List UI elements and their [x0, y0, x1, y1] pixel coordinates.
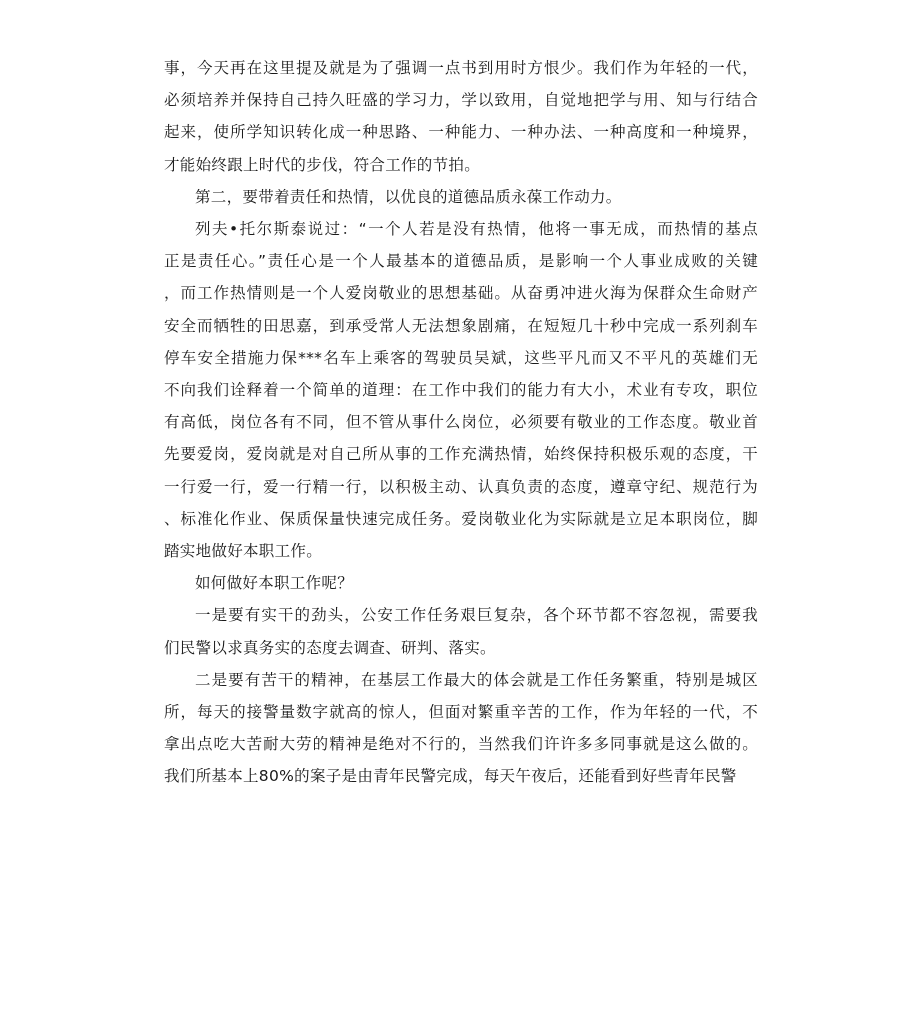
text-line: 安全而牺牲的田思嘉，到承受常人无法想象剧痛，在短短几十秒中完成一系列刹车 — [164, 316, 758, 335]
paragraph — [164, 52, 758, 181]
text-line: 我们所基本上80%的案子是由青年民警完成，每天午夜后，还能看到好些青年民警 — [164, 767, 737, 786]
text-line: 一是要有实干的劲头，公安工作任务艰巨复杂，各个环节都不容忽视，需要我 — [195, 606, 758, 625]
text-line: 起来，使所学知识转化成一种思路、一种能力、一种办法、一种高度和一种境界， — [164, 123, 758, 142]
text-line: 有高低，岗位各有不同，但不管从事什么岗位，必须要有敬业的工作态度。敬业首 — [164, 413, 758, 432]
text-line: 二是要有苦干的精神，在基层工作最大的体会就是工作任务繁重，特别是城区 — [195, 670, 758, 689]
text-line: 必须培养并保持自己持久旺盛的学习力，学以致用，自觉地把学与用、知与行结合 — [164, 91, 758, 110]
document-body — [164, 52, 758, 793]
paragraph — [164, 567, 758, 599]
text-line: 如何做好本职工作呢？ — [195, 574, 354, 593]
paragraph — [164, 664, 758, 793]
text-line: 拿出点吃大苦耐大劳的精神是绝对不行的，当然我们许许多多同事就是这么做的。 — [164, 735, 758, 754]
text-line: 第二，要带着责任和热情，以优良的道德品质永葆工作动力。 — [195, 187, 622, 206]
paragraph — [164, 599, 758, 663]
text-line: 踏实地做好本职工作。 — [164, 542, 323, 561]
text-line: 列夫•托尔斯泰说过：“一个人若是没有热情，他将一事无成，而热情的基点 — [195, 220, 758, 239]
text-line: 们民警以求真务实的态度去调查、研判、落实。 — [164, 638, 496, 657]
text-line: ，而工作热情则是一个人爱岗敬业的思想基础。从奋勇冲进火海为保群众生命财产 — [164, 284, 758, 303]
text-line: 一行爱一行，爱一行精一行，以积极主动、认真负责的态度，遵章守纪、规范行为 — [164, 477, 758, 496]
text-line: 事，今天再在这里提及就是为了强调一点书到用时方恨少。我们作为年轻的一代， — [164, 59, 758, 77]
paragraph — [164, 181, 758, 213]
text-line: 才能始终跟上时代的步伐，符合工作的节拍。 — [164, 155, 481, 174]
text-line: 先要爱岗，爱岗就是对自己所从事的工作充满热情，始终保持积极乐观的态度，干 — [164, 445, 758, 464]
text-line: 、标准化作业、保质保量快速完成任务。爱岗敬业化为实际就是立足本职岗位，脚 — [164, 509, 758, 528]
text-line: 所，每天的接警量数字就高的惊人，但面对繁重辛苦的工作，作为年轻的一代，不 — [164, 703, 758, 722]
paragraph — [164, 213, 758, 567]
text-line: 正是责任心。”责任心是一个人最基本的道德品质，是影响一个人事业成败的关键 — [164, 252, 758, 271]
text-line: 不向我们诠释着一个简单的道理：在工作中我们的能力有大小，术业有专攻，职位 — [164, 381, 758, 400]
text-line: 停车安全措施力保***名车上乘客的驾驶员吴斌，这些平凡而又不平凡的英雄们无 — [164, 348, 758, 367]
